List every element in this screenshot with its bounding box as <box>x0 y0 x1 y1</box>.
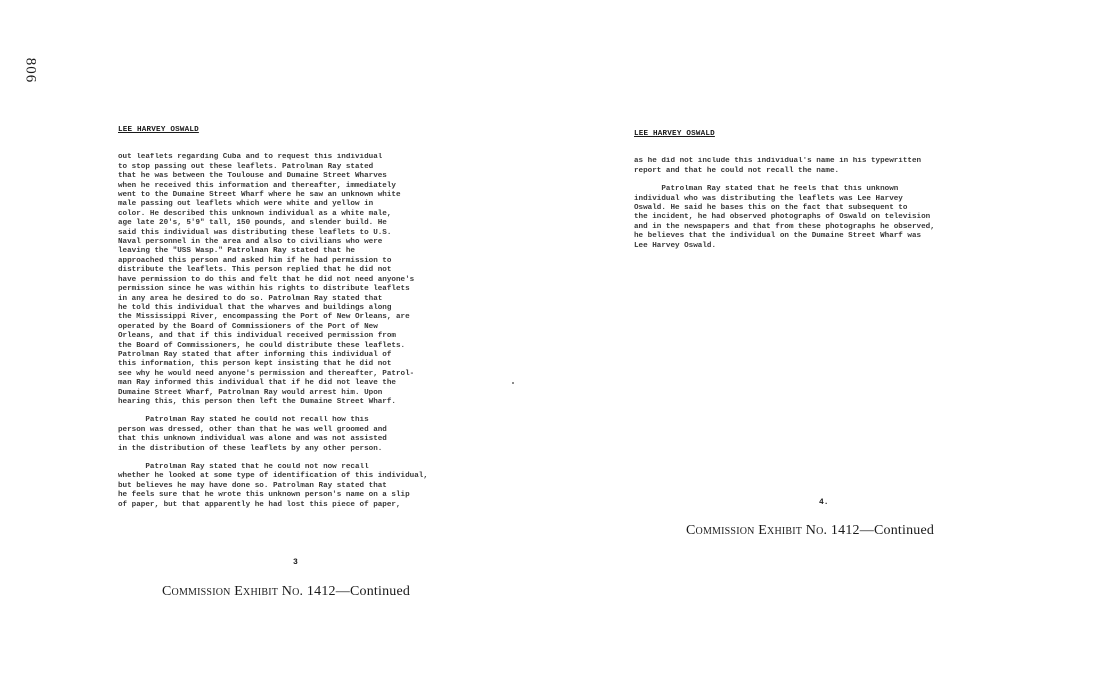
left-paragraph-1: out leaflets regarding Cuba and to request this individual to stop passing out these leaflets. Patrolman Ray stated that he was between the Toulouse and Dumaine Street Wharves when he received this information and thereafter, immediately went to the Dumaine Street Wharf where he saw an unknown white male passing out leaflets which were white and yellow in color. He described this unknown individual as a white male, age late 20's, 5'9" tall, 150 pounds, and slender build. He said this individual was distributing these leaflets to U.S. Naval personnel in the area and also to civilians who were leaving the "USS Wasp." Patrolman Ray stated that he approached this person and asked him if he had permission to distribute the leaflets. This person replied that he did not have permission to do this and felt that he did not need anyone's permission since he was within his rights to distribute leaflets in any area he desired to do so. Patrolman Ray stated that he told this individual that the wharves and buildings along the Mississippi River, encompassing the Port of New Orleans, are operated by the Board of Commissioners of the Port of New Orleans, and that if this individual received permission from the Board of Commissioners, he could distribute these leaflets. Patrolman Ray stated that after informing this individual of this information, this person kept insisting that he did not see why he would need anyone's permission and thereafter, Patrol- man Ray informed this individual that if he did not leave the Dumaine Street Wharf, Patrolman Ray would arrest him. Upon hearing this, this person then left the Dumaine Street Wharf. <box>118 153 415 406</box>
right-sheet-number: 4. <box>819 498 829 507</box>
left-paragraph-2: Patrolman Ray stated he could not recall how this person was dressed, other than that he was well groomed and that this unknown individual was alone and was not assisted in the distribution of these leaflets by any other person. <box>118 416 387 453</box>
right-caption-suffix: —Continued <box>859 523 935 538</box>
right-paragraph-2: Patrolman Ray stated that he feels that this unknown individual who was distributing the leaflets was Lee Harvey Oswald. He said he bases this on the fact that subsequent to the incident, he had observed photographs of Oswald on television and in the newspapers and that from these photographs he observed, he believes that the individual on the Dumaine Street Wharf was Lee Harvey Oswald. <box>634 185 935 250</box>
right-exhibit-caption <box>686 523 934 539</box>
left-document-page <box>118 126 513 519</box>
right-page-heading: LEE HARVEY OSWALD <box>634 130 715 138</box>
right-document-page <box>634 130 1014 260</box>
left-caption-suffix: —Continued <box>335 584 411 599</box>
left-paragraph-3: Patrolman Ray stated that he could not now recall whether he looked at some type of identification of this individual, but believes he may have done so. Patrolman Ray stated that he feels sure that he wrote this unknown person's name on a slip of paper, but that apparently he had lost this piece of paper, <box>118 463 428 509</box>
volume-page-number: 806 <box>22 57 39 84</box>
left-sheet-number: 3 <box>293 558 298 567</box>
right-caption-main: Commission Exhibit No. 1412 <box>686 523 860 538</box>
left-exhibit-caption <box>162 584 410 600</box>
right-paragraph-1: as he did not include this individual's name in his typewritten report and that he could not recall the name. <box>634 157 922 175</box>
left-page-heading: LEE HARVEY OSWALD <box>118 126 199 134</box>
scan-speck <box>512 382 514 384</box>
left-caption-main: Commission Exhibit No. 1412 <box>162 584 336 599</box>
